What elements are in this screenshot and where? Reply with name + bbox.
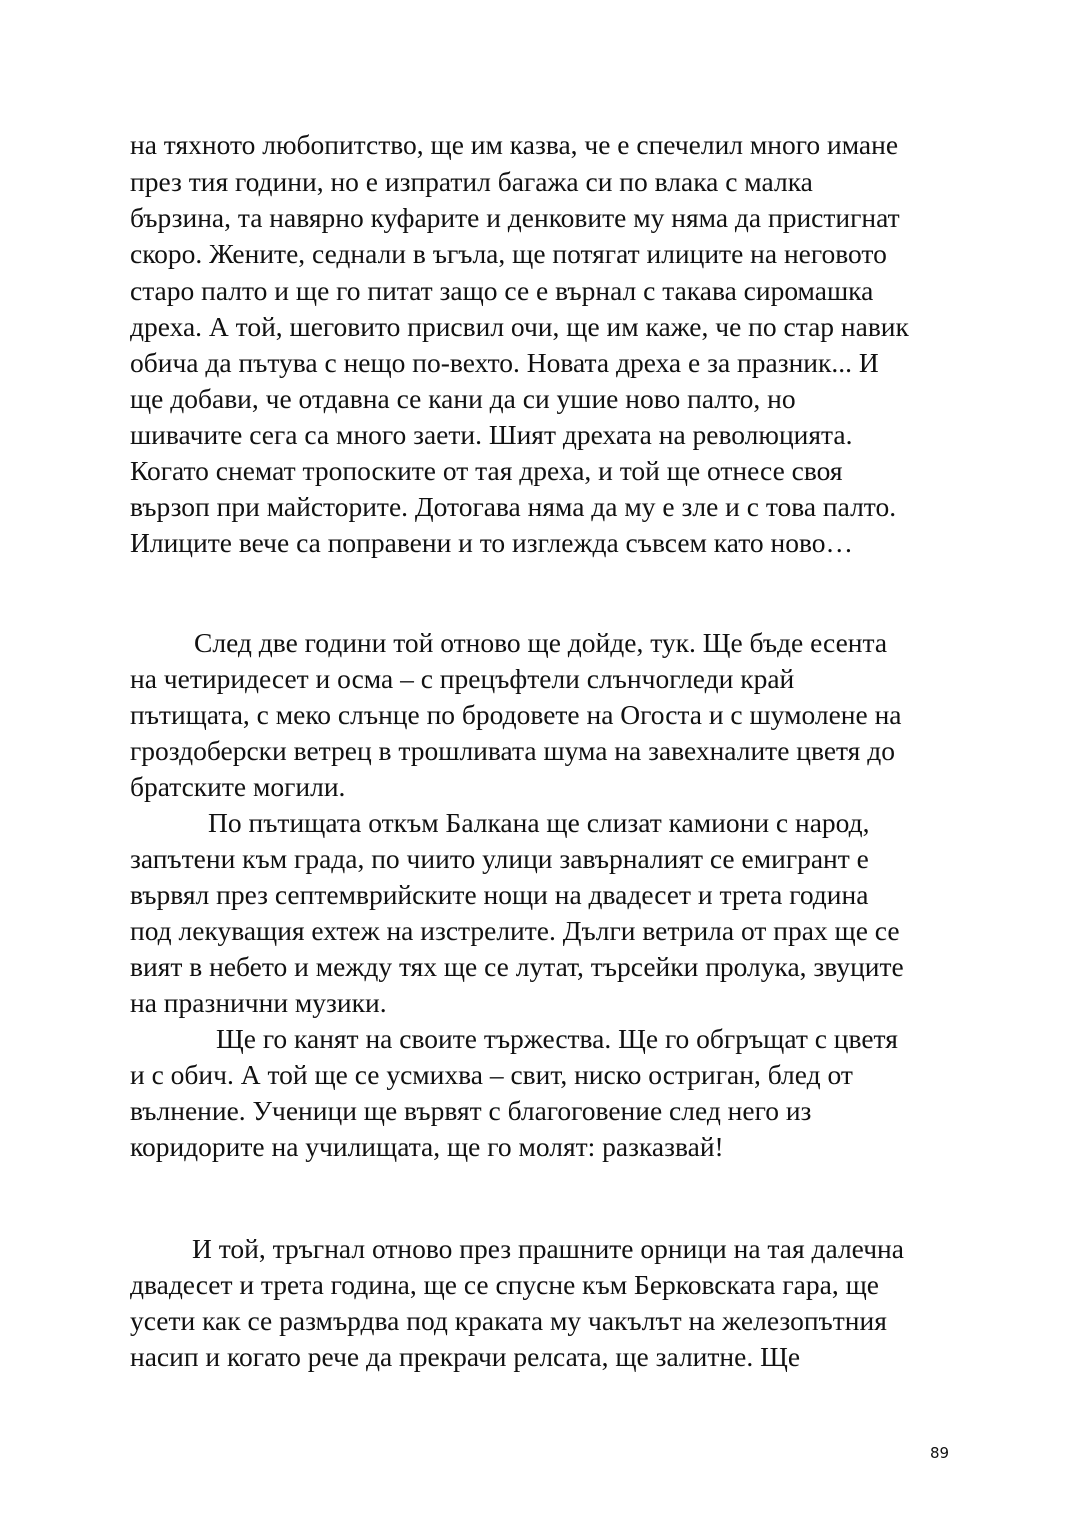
text-line: Илиците вече са поправени и то изглежда съвсем като ново… bbox=[130, 527, 854, 558]
text-line: старо палто и ще го питат защо се е върнал с такава сиромашка bbox=[130, 275, 874, 306]
text-line: пътищата, с меко слънце по бродовете на Огоста и с шумолене на bbox=[130, 699, 902, 730]
text-line: през тия години, но е изпратил багажа си по влака с малка bbox=[130, 166, 813, 197]
text-line: шивачите сега са много заети. Шият дрехата на революцията. bbox=[130, 419, 853, 450]
text-line: усети как се размърдва под краката му чакълът на железопътния bbox=[130, 1305, 887, 1336]
text-line: обича да пътува с нещо по-вехто. Новата дреха е за празник... И bbox=[130, 347, 879, 378]
text-line: скоро. Жените, седнали в ъгъла, ще потягат илиците на неговото bbox=[130, 238, 887, 269]
text-line: гроздоберски ветрец в трошливата шума на завехналите цветя до bbox=[130, 735, 895, 766]
text-line: След две години той отново ще дойде, тук. Ще бъде есента bbox=[194, 627, 888, 658]
text-line: на празнични музики. bbox=[130, 987, 387, 1018]
text-line: вълнение. Ученици ще вървят с благоговение след него из bbox=[130, 1095, 812, 1126]
text-line: Ще го канят на своите тържества. Ще го обгръщат с цветя bbox=[216, 1023, 898, 1054]
text-line: на четиридесет и осма – с прецъфтели слънчогледи край bbox=[130, 663, 795, 694]
text-line: По пътищата откъм Балкана ще слизат камиони с народ, bbox=[208, 807, 870, 838]
text-line: вървял през септемврийските нощи на двадесет и трета година bbox=[130, 879, 869, 910]
text-line: запътени към града, по чиито улици завърналият се емигрант е bbox=[130, 843, 869, 874]
text-line: бързина, та навярно куфарите и денковите му няма да пристигнат bbox=[130, 202, 900, 233]
text-line: двадесет и трета година, ще се спусне към Берковската гара, ще bbox=[130, 1269, 879, 1300]
text-line: на тяхното любопитство, ще им казва, че е спечелил много имане bbox=[130, 129, 899, 160]
text-line: насип и когато рече да прекрачи релсата, ще залитне. Ще bbox=[130, 1341, 801, 1372]
text-line: вият в небето и между тях ще се лутат, търсейки пролука, звуците bbox=[130, 951, 904, 982]
text-line: дреха. А той, шеговито присвил очи, ще им каже, че по стар навик bbox=[130, 311, 909, 342]
text-line: под лекуващия ехтеж на изстрелите. Дълги ветрила от прах ще се bbox=[130, 915, 900, 946]
text-line: И той, тръгнал отново през прашните орници на тая далечна bbox=[192, 1233, 904, 1264]
page-number: 89 bbox=[930, 1444, 950, 1462]
text-line: Когато снемат тропоските от тая дреха, и той ще отнесе своя bbox=[130, 455, 843, 486]
text-line: братските могили. bbox=[130, 771, 346, 802]
text-line: коридорите на училищата, ще го молят: разказвай! bbox=[130, 1131, 724, 1162]
text-line: ще добави, че отдавна се кани да си ушие ново палто, но bbox=[130, 383, 796, 414]
text-line: вързоп при майсторите. Дотогава няма да му е зле и с това палто. bbox=[130, 491, 897, 522]
text-line: и с обич. А той ще се усмихва – свит, ниско остриган, блед от bbox=[130, 1059, 853, 1090]
